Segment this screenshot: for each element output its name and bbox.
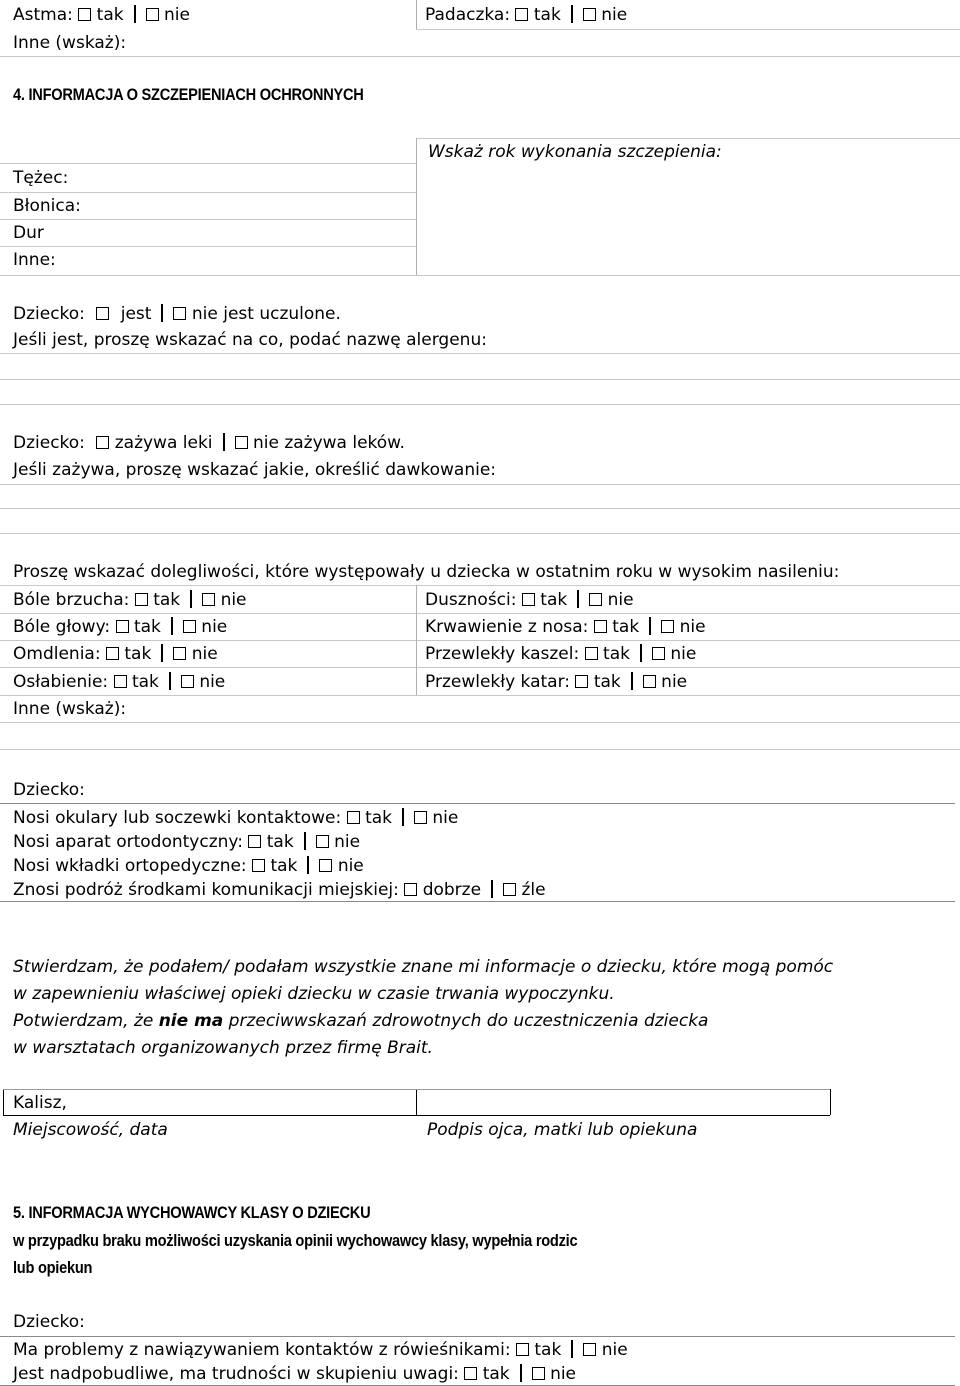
checkbox[interactable] bbox=[347, 811, 360, 824]
allergy-question: Jeśli jest, proszę wskazać na co, podać nazwę alergenu: bbox=[13, 330, 487, 350]
checkbox[interactable] bbox=[594, 620, 607, 633]
checkbox[interactable] bbox=[252, 859, 265, 872]
checkbox[interactable] bbox=[135, 593, 148, 606]
checkbox[interactable] bbox=[522, 593, 535, 606]
checkbox-jest[interactable] bbox=[96, 307, 109, 320]
checkbox[interactable] bbox=[181, 675, 194, 688]
checkbox[interactable] bbox=[589, 593, 602, 606]
checkbox[interactable] bbox=[173, 647, 186, 660]
ailment-omdlenia: Omdlenia: tak nie bbox=[13, 644, 218, 664]
padaczka-label: Padaczka: bbox=[425, 5, 511, 25]
ailments-intro: Proszę wskazać dolegliwości, które występowały u dziecka w ostatnim roku w wysokim nasileniu: bbox=[13, 562, 840, 582]
checkbox[interactable] bbox=[248, 835, 261, 848]
section5-q2: Jest nadpobudliwe, ma trudności w skupieniu uwagi: tak nie bbox=[13, 1364, 577, 1384]
checkbox-zle[interactable] bbox=[503, 883, 516, 896]
checkbox-nie-zazywa[interactable] bbox=[235, 436, 248, 449]
vaccine-blonica: Błonica: bbox=[13, 196, 81, 216]
child-glasses: Nosi okulary lub soczewki kontaktowe: tak nie bbox=[13, 808, 459, 828]
meds-question: Jeśli zażywa, proszę wskazać jakie, określić dawkowanie: bbox=[13, 460, 497, 480]
checkbox[interactable] bbox=[464, 1367, 477, 1380]
child-transport: Znosi podróż środkami komunikacji miejskiej: dobrze źle bbox=[13, 880, 546, 900]
checkbox[interactable] bbox=[146, 8, 159, 21]
checkbox[interactable] bbox=[661, 620, 674, 633]
section5-q1: Ma problemy z nawiązywaniem kontaktów z rówieśnikami: tak nie bbox=[13, 1340, 628, 1360]
checkbox[interactable] bbox=[583, 1343, 596, 1356]
signature-label: Podpis ojca, matki lub opiekuna bbox=[427, 1120, 698, 1140]
checkbox[interactable] bbox=[316, 835, 329, 848]
checkbox-zazywa[interactable] bbox=[96, 436, 109, 449]
checkbox-nie-jest[interactable] bbox=[173, 307, 186, 320]
checkbox[interactable] bbox=[319, 859, 332, 872]
section5-heading: 5. INFORMACJA WYCHOWAWCY KLASY O DZIECKU bbox=[13, 1203, 371, 1222]
ailment-oslabienie: Osłabienie: tak nie bbox=[13, 672, 226, 692]
checkbox[interactable] bbox=[202, 593, 215, 606]
checkbox[interactable] bbox=[583, 8, 596, 21]
ailment-bole-glowy: Bóle głowy: tak nie bbox=[13, 617, 228, 637]
declaration-line1: Stwierdzam, że podałem/ podałam wszystkie znane mi informacje o dziecku, które mogą pomóc bbox=[13, 957, 834, 977]
place-date-label: Miejscowość, data bbox=[13, 1120, 168, 1140]
child-label: Dziecko: bbox=[13, 780, 85, 800]
section5-note1: w przypadku braku możliwości uzyskania opinii wychowawcy klasy, wypełnia rodzic bbox=[13, 1231, 578, 1250]
vaccine-dur: Dur bbox=[13, 223, 44, 243]
checkbox[interactable] bbox=[78, 8, 91, 21]
astma-label: Astma: bbox=[13, 5, 73, 25]
ailments-other: Inne (wskaż): bbox=[13, 699, 127, 719]
declaration-line2: w zapewnieniu właściwej opieki dziecku w czasie trwania wypoczynku. bbox=[13, 984, 615, 1004]
checkbox[interactable] bbox=[515, 8, 528, 21]
checkbox[interactable] bbox=[183, 620, 196, 633]
declaration-line4: w warsztatach organizowanych przez firmę Brait. bbox=[13, 1038, 433, 1058]
place-input[interactable]: Kalisz, bbox=[13, 1093, 67, 1113]
ailment-katar: Przewlekły katar: tak nie bbox=[425, 672, 688, 692]
checkbox[interactable] bbox=[643, 675, 656, 688]
checkbox[interactable] bbox=[585, 647, 598, 660]
child-insoles: Nosi wkładki ortopedyczne: tak nie bbox=[13, 856, 364, 876]
section5-child-label: Dziecko: bbox=[13, 1312, 85, 1332]
checkbox[interactable] bbox=[114, 675, 127, 688]
inne-label: Inne (wskaż): bbox=[13, 33, 127, 53]
checkbox[interactable] bbox=[532, 1367, 545, 1380]
checkbox[interactable] bbox=[516, 1343, 529, 1356]
checkbox-dobrze[interactable] bbox=[404, 883, 417, 896]
vaccine-inne: Inne: bbox=[13, 250, 56, 270]
checkbox[interactable] bbox=[652, 647, 665, 660]
checkbox[interactable] bbox=[414, 811, 427, 824]
vaccine-year-header: Wskaż rok wykonania szczepienia: bbox=[428, 142, 722, 162]
section4-heading: 4. INFORMACJA O SZCZEPIENIACH OCHRONNYCH bbox=[13, 85, 364, 104]
declaration-line3: Potwierdzam, że nie ma przeciwwskazań zdrowotnych do uczestniczenia dziecka bbox=[13, 1011, 709, 1031]
vaccine-tezec: Tężec: bbox=[13, 168, 69, 188]
signature-field[interactable] bbox=[420, 1092, 820, 1114]
ailment-kaszel: Przewlekły kaszel: tak nie bbox=[425, 644, 697, 664]
ailment-krwawienie: Krwawienie z nosa: tak nie bbox=[425, 617, 706, 637]
section5-note2: lub opiekun bbox=[13, 1258, 93, 1277]
astma-row: Astma: tak nie bbox=[13, 5, 190, 25]
checkbox[interactable] bbox=[106, 647, 119, 660]
checkbox[interactable] bbox=[575, 675, 588, 688]
ailment-bole-brzucha: Bóle brzucha: tak nie bbox=[13, 590, 247, 610]
checkbox[interactable] bbox=[116, 620, 129, 633]
meds-row: Dziecko: zażywa leki nie zażywa leków. bbox=[13, 433, 405, 453]
allergy-row: Dziecko: jest nie jest uczulone. bbox=[13, 304, 341, 324]
padaczka-row: Padaczka: tak nie bbox=[425, 5, 628, 25]
ailment-dusznosci: Duszności: tak nie bbox=[425, 590, 634, 610]
child-braces: Nosi aparat ortodontyczny: tak nie bbox=[13, 832, 361, 852]
